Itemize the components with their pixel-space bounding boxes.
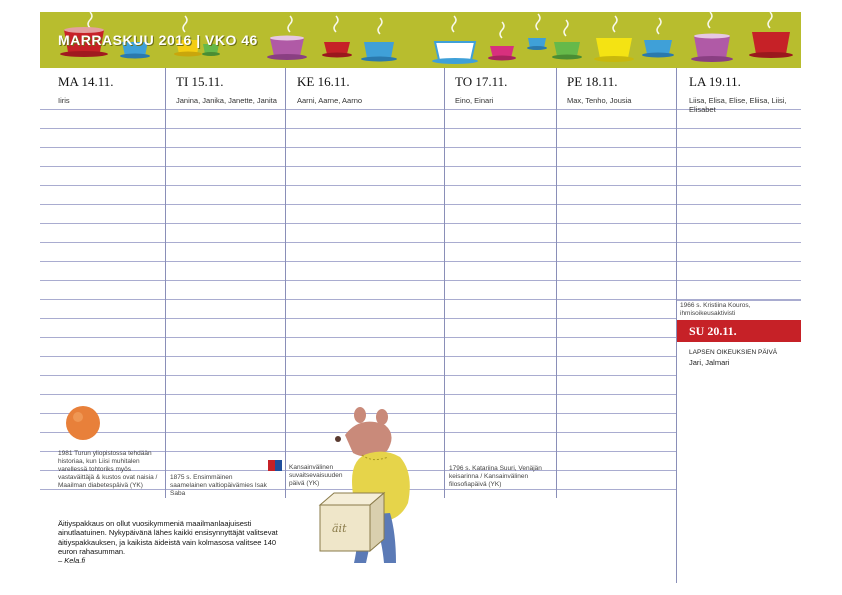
writing-line (40, 356, 677, 357)
day-header-thursday: TO 17.11. (455, 74, 508, 89)
column-separator (444, 68, 445, 498)
writing-line (40, 337, 677, 338)
footer-text: Äitiyspakkaus on ollut vuosikymmeniä maailmanlaajuisesti ainutlaatuinen. Nykypäivänä lähes kaikki ensisynnyttäjät valitsevat äitiyspakkauksen, ja kaikista äideistä vain kolmasosa valitsee 140 euron rahasumman. (58, 519, 278, 556)
day-header-wednesday: KE 16.11. (297, 74, 350, 89)
day-header-saturday: LA 19.11. (689, 74, 741, 89)
day-header-friday: PE 18.11. (567, 74, 618, 89)
sami-flag-icon (268, 460, 282, 471)
footer-note (58, 519, 288, 565)
note-monday: 1981 Turun yliopistossa tehdään historiaa, kun Liisi muhitalen varellessä tohtoriks myös vastaväittäjä & kustos ovat naisia / Maailman diabetespäivä (YK) (58, 450, 158, 489)
writing-line (40, 375, 677, 376)
day-header-sunday: SU 20.11. (689, 324, 737, 338)
writing-line (40, 261, 801, 262)
column-separator (285, 68, 286, 498)
note-thursday: 1796 s. Katariina Suuri, Venäjän keisarinna / Kansainvälinen filosofiapäivä (YK) (449, 465, 542, 488)
writing-line (40, 166, 801, 167)
day-header-monday: MA 14.11. (58, 74, 114, 89)
name-days-sunday: Jari, Jalmari (689, 358, 730, 367)
column-separator (556, 68, 557, 498)
footer-source: – Kela.fi (58, 556, 86, 566)
writing-line (40, 223, 801, 224)
name-days-friday: Max, Tenho, Jousia (567, 96, 632, 105)
note-wednesday: Kansainvälinen suvaitsevaisuuden päivä (YK) (289, 464, 343, 487)
writing-line (40, 147, 801, 148)
name-days-monday: Iiris (58, 96, 70, 105)
writing-line (40, 128, 801, 129)
box-label: äit (332, 522, 347, 535)
note-tuesday: 1875 s. Ensimmäinen saamelainen valtiopäivämies Isak Saba (170, 474, 267, 497)
name-days-tuesday: Janina, Janika, Janette, Janita (176, 96, 277, 105)
name-days-thursday: Eino, Einari (455, 96, 494, 105)
column-separator (165, 68, 166, 498)
week-title: MARRASKUU 2016 | VKO 46 (58, 32, 258, 48)
writing-line (40, 242, 801, 243)
writing-line (40, 394, 677, 395)
name-days-saturday: Liisa, Elisa, Elise, Eliisa, Liisi, Elisabet (689, 96, 787, 114)
week-banner (40, 12, 801, 68)
note-saturday: 1966 s. Kristiina Kouros, ihmisoikeusaktivisti (680, 302, 751, 317)
mouse-with-box-illustration (300, 405, 420, 570)
sunday-event: LAPSEN OIKEUKSIEN PÄIVÄ (689, 349, 778, 356)
header-rule (40, 109, 801, 110)
name-days-wednesday: Aarni, Aarne, Aarno (297, 96, 363, 105)
writing-line (40, 204, 801, 205)
writing-line (40, 280, 801, 281)
writing-line (677, 300, 801, 301)
orange-illustration (64, 404, 104, 442)
writing-line (40, 318, 677, 319)
writing-line (40, 185, 801, 186)
day-header-tuesday: TI 15.11. (176, 74, 224, 89)
